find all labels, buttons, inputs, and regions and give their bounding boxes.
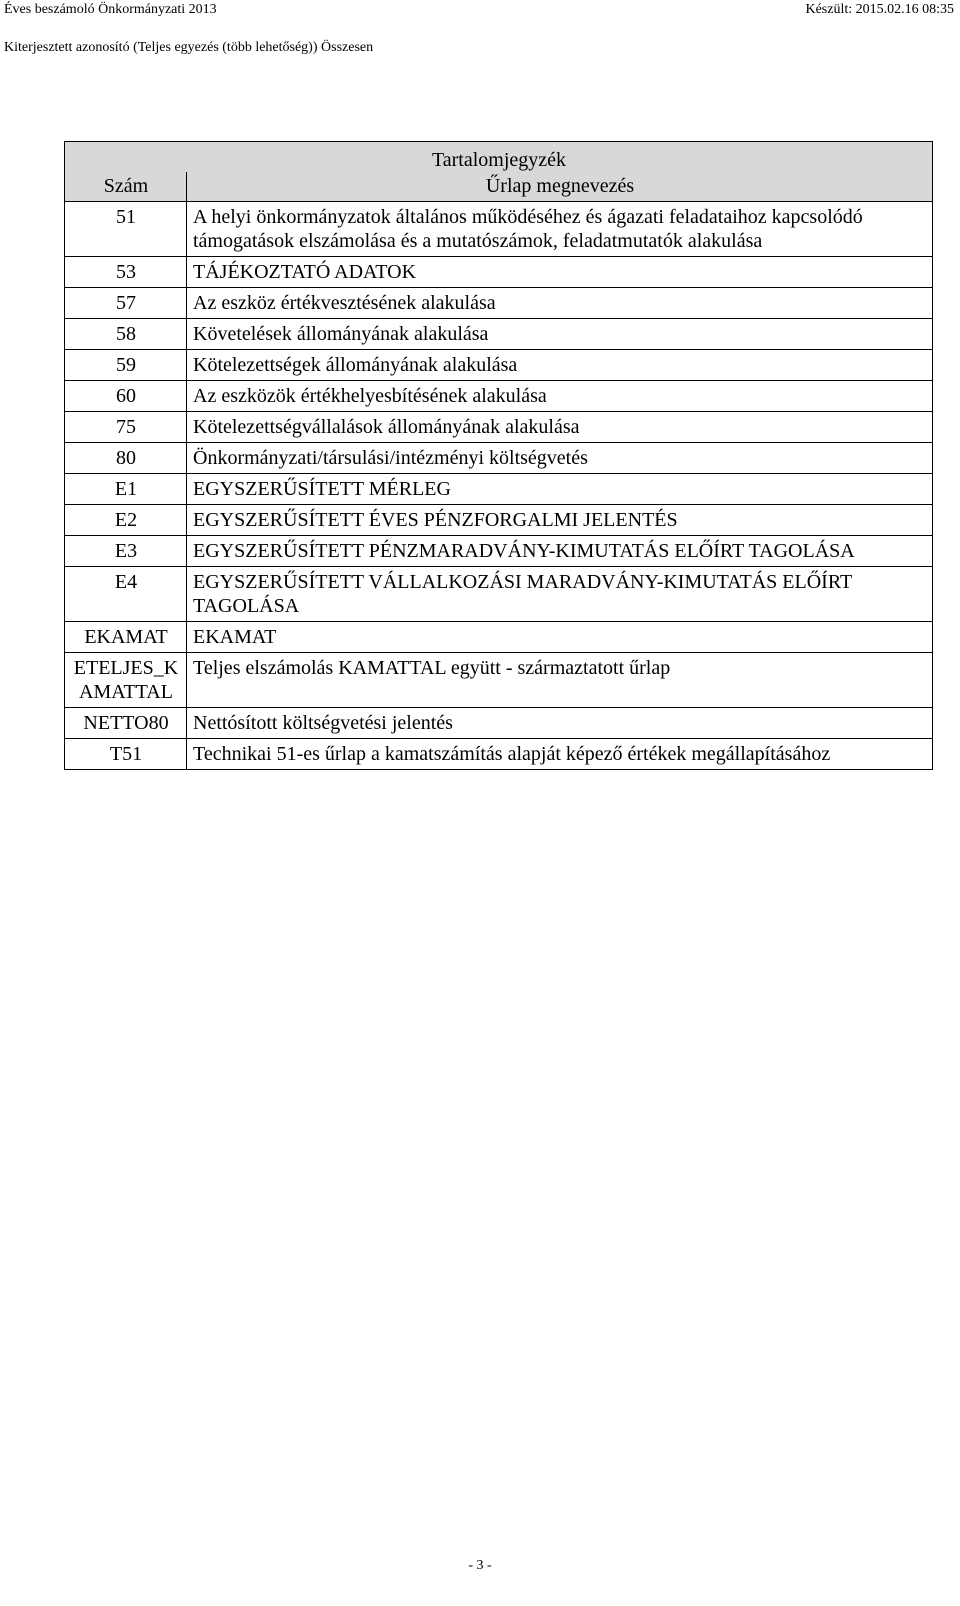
table-row bbox=[65, 474, 933, 505]
form-name: Az eszköz értékvesztésének alakulása bbox=[187, 288, 933, 319]
form-name: Önkormányzati/társulási/intézményi költségvetés bbox=[187, 443, 933, 474]
table-row bbox=[65, 653, 933, 708]
form-name: Kötelezettségek állományának alakulása bbox=[187, 350, 933, 381]
form-number: T51 bbox=[65, 739, 187, 770]
report-subtitle: Kiterjesztett azonosító (Teljes egyezés (több lehetőség)) Összesen bbox=[4, 40, 374, 55]
form-name: Követelések állományának alakulása bbox=[187, 319, 933, 350]
form-number: E4 bbox=[65, 567, 187, 622]
table-row bbox=[65, 708, 933, 739]
form-number: E2 bbox=[65, 505, 187, 536]
column-header-form-name: Űrlap megnevezés bbox=[187, 172, 933, 202]
form-number: 80 bbox=[65, 443, 187, 474]
toc-table bbox=[64, 141, 933, 770]
table-row bbox=[65, 536, 933, 567]
form-name: EGYSZERŰSÍTETT PÉNZMARADVÁNY-KIMUTATÁS ELŐÍRT TAGOLÁSA bbox=[187, 536, 933, 567]
form-name: Az eszközök értékhelyesbítésének alakulása bbox=[187, 381, 933, 412]
form-number: EKAMAT bbox=[65, 622, 187, 653]
table-row bbox=[65, 288, 933, 319]
toc-title-row bbox=[65, 142, 933, 173]
table-row bbox=[65, 257, 933, 288]
form-name: Nettósított költségvetési jelentés bbox=[187, 708, 933, 739]
form-number: 75 bbox=[65, 412, 187, 443]
form-name: Kötelezettségvállalások állományának alakulása bbox=[187, 412, 933, 443]
form-name: EGYSZERŰSÍTETT ÉVES PÉNZFORGALMI JELENTÉS bbox=[187, 505, 933, 536]
form-name: EGYSZERŰSÍTETT VÁLLALKOZÁSI MARADVÁNY-KIMUTATÁS ELŐÍRT TAGOLÁSA bbox=[187, 567, 933, 622]
toc-body bbox=[65, 202, 933, 770]
form-number: 51 bbox=[65, 202, 187, 257]
form-name: A helyi önkormányzatok általános működéséhez és ágazati feladataihoz kapcsolódó támogatások elszámolása és a mutatószámok, feladatmutatók alakulása bbox=[187, 202, 933, 257]
table-row bbox=[65, 350, 933, 381]
table-row bbox=[65, 412, 933, 443]
table-row bbox=[65, 622, 933, 653]
form-number: E3 bbox=[65, 536, 187, 567]
form-name: EKAMAT bbox=[187, 622, 933, 653]
table-row bbox=[65, 739, 933, 770]
form-number: 59 bbox=[65, 350, 187, 381]
table-row bbox=[65, 443, 933, 474]
column-header-number: Szám bbox=[65, 172, 187, 202]
table-row bbox=[65, 505, 933, 536]
form-number: 53 bbox=[65, 257, 187, 288]
report-timestamp: Készült: 2015.02.16 08:35 bbox=[805, 2, 954, 17]
form-number: 60 bbox=[65, 381, 187, 412]
form-name: Technikai 51-es űrlap a kamatszámítás alapját képező értékek megállapításához bbox=[187, 739, 933, 770]
form-number: 58 bbox=[65, 319, 187, 350]
form-number: E1 bbox=[65, 474, 187, 505]
form-number: NETTO80 bbox=[65, 708, 187, 739]
form-name: TÁJÉKOZTATÓ ADATOK bbox=[187, 257, 933, 288]
table-row bbox=[65, 319, 933, 350]
form-name: Teljes elszámolás KAMATTAL együtt - származtatott űrlap bbox=[187, 653, 933, 708]
table-row bbox=[65, 381, 933, 412]
table-row bbox=[65, 202, 933, 257]
form-number: ETELJES_KAMATTAL bbox=[65, 653, 187, 708]
toc-title: Tartalomjegyzék bbox=[65, 142, 933, 173]
table-row bbox=[65, 567, 933, 622]
toc-header-row bbox=[65, 172, 933, 202]
page-number: - 3 - bbox=[468, 1558, 492, 1573]
report-title: Éves beszámoló Önkormányzati 2013 bbox=[4, 2, 217, 17]
form-name: EGYSZERŰSÍTETT MÉRLEG bbox=[187, 474, 933, 505]
form-number: 57 bbox=[65, 288, 187, 319]
